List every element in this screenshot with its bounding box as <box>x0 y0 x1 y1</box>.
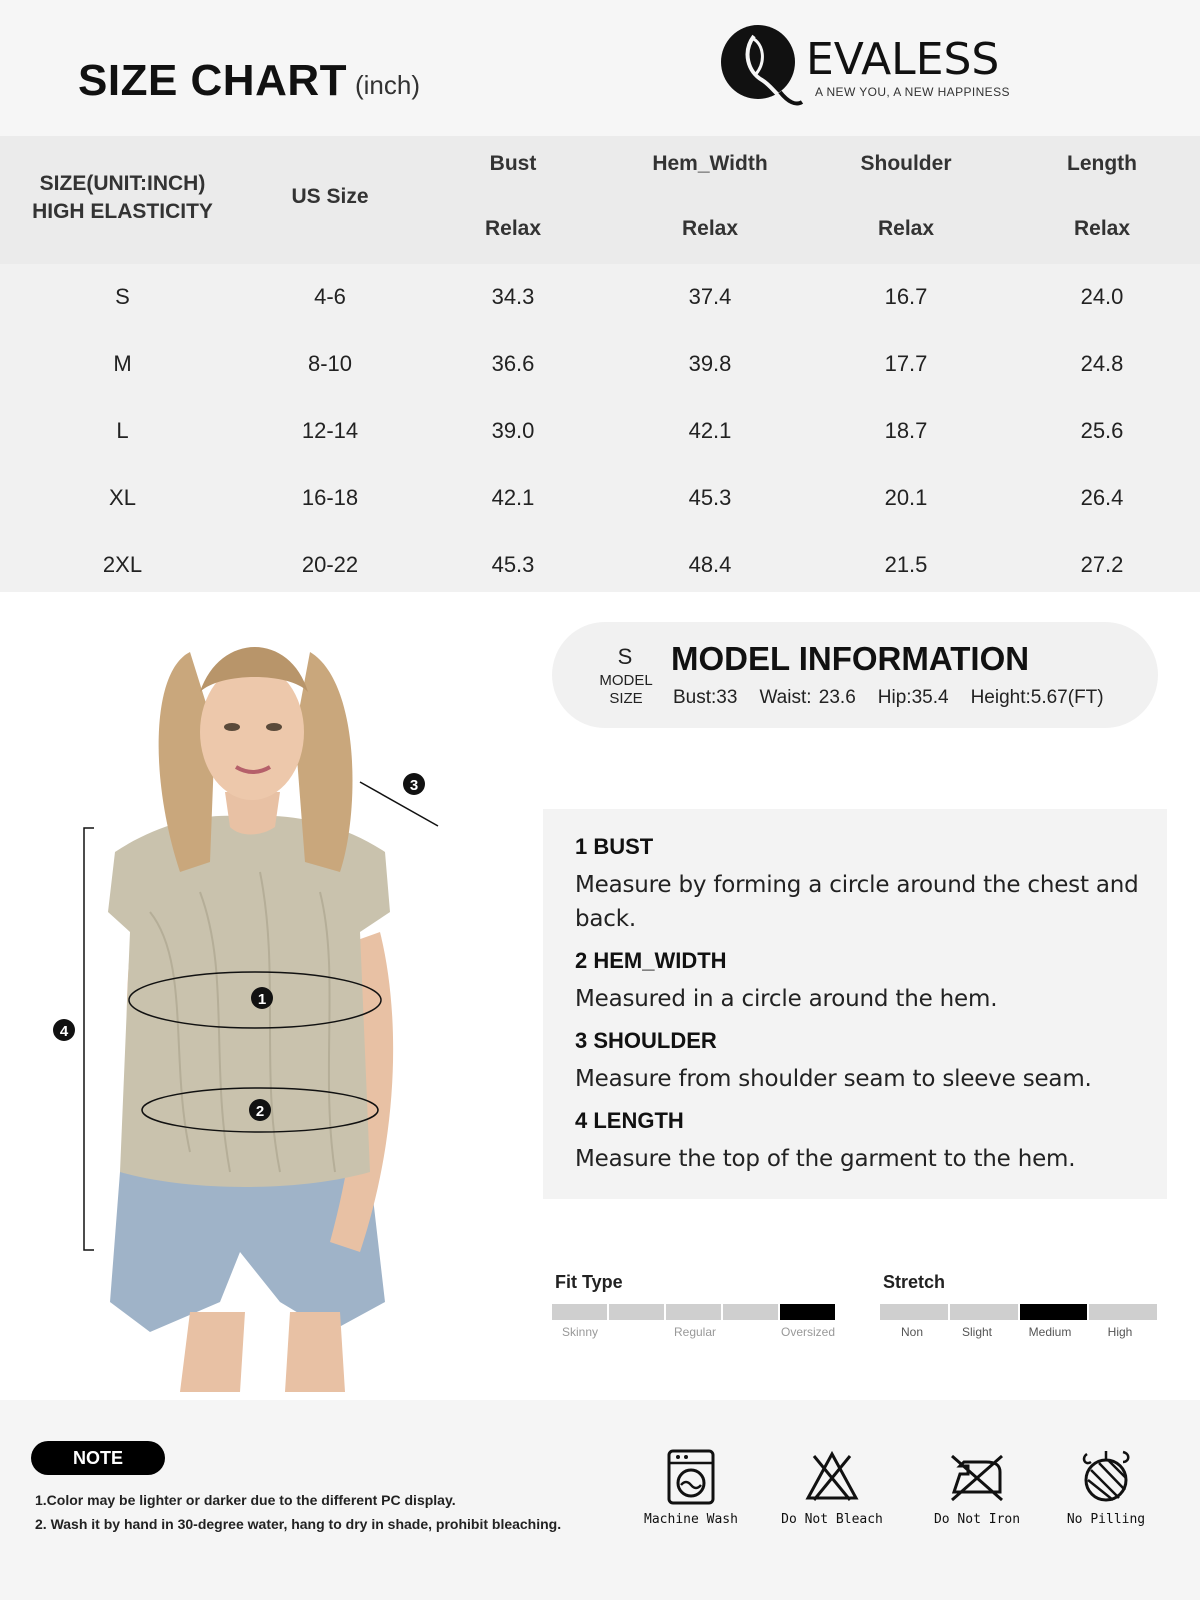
shoulder-line <box>360 782 438 826</box>
no-pilling-icon <box>1079 1448 1133 1506</box>
fit-segment <box>723 1304 778 1320</box>
stretch-label-non: Non <box>900 1325 923 1339</box>
fit-label-regular: Regular <box>673 1325 717 1339</box>
header-bust: Bust <box>489 152 537 175</box>
length-line <box>84 828 94 1250</box>
svg-text:2: 2 <box>255 1103 265 1120</box>
stretch-segment <box>1020 1304 1088 1320</box>
table-cell: M <box>113 351 132 376</box>
title-unit: (inch) <box>355 70 421 100</box>
eye-left <box>224 723 240 731</box>
marker-length <box>53 1019 75 1041</box>
table-row <box>0 532 1200 599</box>
model-info-title: MODEL INFORMATION <box>671 640 1030 677</box>
fit-label-skinny: Skinny <box>561 1325 599 1339</box>
model-hip: Hip:35.4 <box>877 687 949 708</box>
header-size-col <box>0 170 245 226</box>
header-relax-1: Relax <box>484 217 542 240</box>
stretch-label-medium: Medium <box>1028 1325 1072 1339</box>
measure-head-length: 4 LENGTH <box>575 1108 684 1133</box>
table-cell: 36.6 <box>491 351 535 376</box>
fit-label-oversized: Oversized <box>780 1325 836 1339</box>
measure-head-shoulder: 3 SHOULDER <box>575 1028 717 1053</box>
table-cell: 37.4 <box>688 284 732 309</box>
brand-name: EVALESS <box>806 34 1000 85</box>
leg-left <box>180 1312 245 1392</box>
table-row <box>0 264 1200 331</box>
fit-segment <box>609 1304 664 1320</box>
table-row <box>0 398 1200 465</box>
care-machine-wash <box>636 1448 746 1527</box>
brand-logo <box>718 22 1018 112</box>
header-us-size: US Size <box>291 185 369 208</box>
table-cell: 18.7 <box>884 418 928 443</box>
fit-type-title: Fit Type <box>555 1272 623 1292</box>
measure-text-shoulder: Measure from shoulder seam to sleeve seam. <box>575 1066 1092 1092</box>
model-size-value: S <box>617 644 633 669</box>
leg-right <box>285 1312 345 1392</box>
note-line-1: 1.Color may be lighter or darker due to the different PC display. <box>35 1492 456 1508</box>
care-do-not-bleach <box>777 1448 887 1527</box>
table-cell: 27.2 <box>1080 552 1124 577</box>
model-height: Height:5.67(FT) <box>970 687 1104 708</box>
table-cell: 45.3 <box>688 485 732 510</box>
table-cell: 8-10 <box>307 351 353 376</box>
face <box>200 664 304 800</box>
machine-wash-icon <box>666 1448 716 1506</box>
marker-hem <box>249 1099 271 1121</box>
measure-head-bust: 1 BUST <box>575 834 654 859</box>
table-cell: 39.8 <box>688 351 732 376</box>
table-row <box>0 465 1200 532</box>
measure-head-hem: 2 HEM_WIDTH <box>575 948 727 973</box>
care-do-not-iron <box>922 1448 1032 1527</box>
header-relax-4: Relax <box>1073 217 1131 240</box>
fit-segment <box>666 1304 721 1320</box>
header-relax-2: Relax <box>681 217 739 240</box>
model-stats <box>673 687 1104 709</box>
table-cell: 4-6 <box>314 284 346 309</box>
stretch-title: Stretch <box>883 1272 946 1292</box>
note-badge: NOTE <box>31 1441 165 1475</box>
table-cell: 26.4 <box>1080 485 1124 510</box>
table-cell: 34.3 <box>491 284 535 309</box>
brand-logo-icon <box>718 22 806 110</box>
table-cell: 20.1 <box>884 485 928 510</box>
table-cell: 24.0 <box>1080 284 1124 309</box>
care-label-no-pilling: No Pilling <box>1066 1512 1146 1527</box>
table-cell: 21.5 <box>884 552 928 577</box>
measure-text-hem: Measured in a circle around the hem. <box>575 986 998 1012</box>
table-cell: 39.0 <box>491 418 535 443</box>
table-cell: 2XL <box>102 552 143 577</box>
table-cell: 12-14 <box>301 418 359 443</box>
marker-bust <box>251 987 273 1009</box>
svg-text:3: 3 <box>409 777 419 794</box>
stretch-segment <box>950 1304 1018 1320</box>
table-cell: 45.3 <box>491 552 535 577</box>
table-cell: 42.1 <box>688 418 732 443</box>
model-size-label <box>592 672 660 708</box>
header-shoulder: Shoulder <box>860 152 952 175</box>
table-cell: XL <box>109 485 136 510</box>
header-size-line1: SIZE(UNIT:INCH) <box>39 172 206 195</box>
header-length: Length <box>1067 152 1137 175</box>
stretch-segment <box>880 1304 948 1320</box>
note-line-2: 2. Wash it by hand in 30-degree water, hang to dry in shade, prohibit bleaching. <box>35 1516 562 1532</box>
fit-segment <box>552 1304 607 1320</box>
model-size-label-1: MODEL <box>599 672 653 689</box>
model-photo <box>40 612 500 1392</box>
care-label-machine-wash: Machine Wash <box>644 1512 738 1527</box>
stretch-segment <box>1089 1304 1157 1320</box>
do-not-bleach-icon <box>802 1448 862 1506</box>
header <box>0 0 1200 136</box>
header-size-line2: HIGH ELASTICITY <box>32 200 213 223</box>
model-bust: Bust:33 <box>673 687 738 708</box>
brand-tagline: A NEW YOU, A NEW HAPPINESS <box>815 85 1010 99</box>
table-cell: 16-18 <box>301 485 359 510</box>
fit-segment <box>780 1304 835 1320</box>
svg-text:1: 1 <box>257 991 267 1008</box>
table-row <box>0 331 1200 398</box>
table-cell: 25.6 <box>1080 418 1124 443</box>
table-cell: 42.1 <box>491 485 535 510</box>
header-relax-3: Relax <box>877 217 935 240</box>
table-cell: S <box>115 284 130 309</box>
table-cell: 24.8 <box>1080 351 1124 376</box>
marker-shoulder <box>403 773 425 795</box>
table-cell: L <box>116 418 129 443</box>
measure-text-length: Measure the top of the garment to the hem. <box>575 1146 1076 1172</box>
measure-text-bust: Measure by forming a circle around the chest and back. <box>575 872 1139 932</box>
model-waist: Waist: 23.6 <box>759 687 856 708</box>
table-cell: 17.7 <box>884 351 928 376</box>
table-cell: 16.7 <box>884 284 928 309</box>
page-title: SIZE CHART <box>78 56 347 105</box>
table-cell: 20-22 <box>301 552 359 577</box>
table-body <box>0 264 1200 592</box>
svg-text:4: 4 <box>59 1023 69 1040</box>
stretch-label-high: High <box>1107 1325 1133 1339</box>
do-not-iron-icon <box>946 1448 1008 1506</box>
care-label-do-not-iron: Do Not Iron <box>933 1512 1021 1527</box>
care-label-do-not-bleach: Do Not Bleach <box>781 1512 883 1527</box>
model-size-label-2: SIZE <box>609 690 643 707</box>
care-no-pilling <box>1051 1448 1161 1527</box>
header-hem-width: Hem_Width <box>652 152 768 175</box>
stretch-label-slight: Slight <box>961 1325 993 1339</box>
size-table <box>0 136 1200 592</box>
table-header <box>0 136 1200 264</box>
eye-right <box>266 723 282 731</box>
table-cell: 48.4 <box>688 552 732 577</box>
